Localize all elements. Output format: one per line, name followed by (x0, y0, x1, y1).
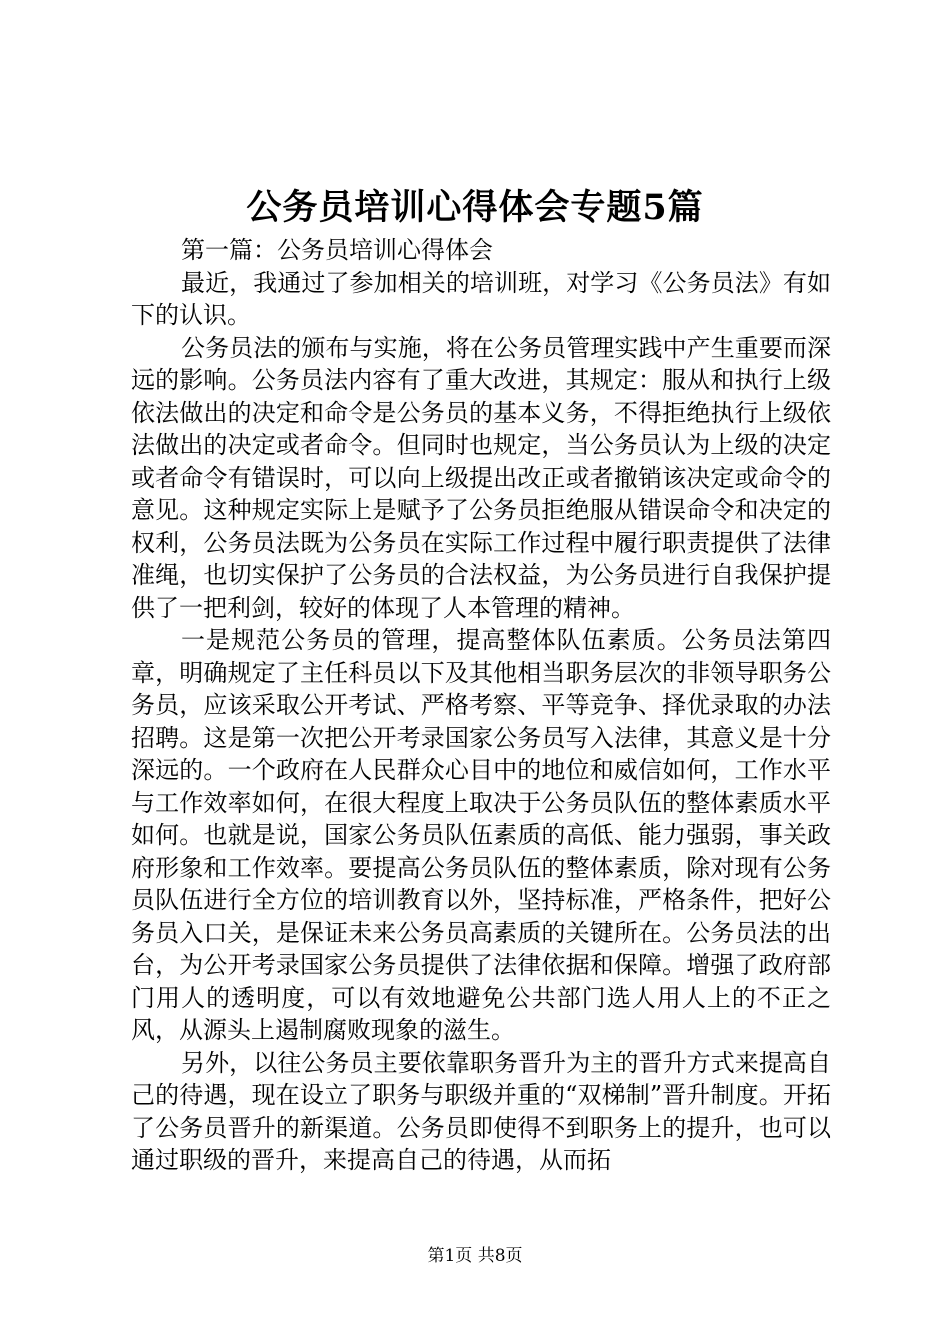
section-heading: 第一篇：公务员培训心得体会 (181, 236, 493, 264)
paragraph: 一是规范公务员的管理，提高整体队伍素质。公务员法第四章，明确规定了主任科员以下及其他相当职务层次的非领导职务公务员，应该采取公开考试、严格考察、平等竞争、择优录取的办法招聘。这是第一次把公开考录国家公务员写入法律，其意义是十分深远的。一个政府在人民群众心目中的地位和威信如何，工作水平与工作效率如何，在很大程度上取决于公务员队伍的整体素质水平如何。也就是说，国家公务员队伍素质的高低、能力强弱，事关政府形象和工作效率。要提高公务员队伍的整体素质，除对现有公务员队伍进行全方位的培训教育以外，坚持标准，严格条件，把好公务员入口关，是保证未来公务员高素质的关键所在。公务员法的出台，为公开考录国家公务员提供了法律依据和保障。增强了政府部门用人的透明度，可以有效地避免公共部门选人用人上的不正之风，从源头上遏制腐败现象的滋生。 (131, 626, 831, 1044)
page-number-footer: 第1页 共8页 (427, 1246, 523, 1266)
document-body (131, 234, 831, 1177)
paragraph: 公务员法的颁布与实施，将在公务员管理实践中产生重要而深远的影响。公务员法内容有了重大改进，其规定：服从和执行上级依法做出的决定和命令是公务员的基本义务，不得拒绝执行上级依法做出的决定或者命令。但同时也规定，当公务员认为上级的决定或者命令有错误时，可以向上级提出改正或者撤销该决定或命令的意见。这种规定实际上是赋予了公务员拒绝服从错误命令和决定的权利，公务员法既为公务员在实际工作过程中履行职责提供了法律准绳，也切实保护了公务员的合法权益，为公务员进行自我保护提供了一把利剑，较好的体现了人本管理的精神。 (131, 333, 831, 622)
document-title: 公务员培训心得体会专题5篇 (246, 187, 704, 228)
paragraph: 另外，以往公务员主要依靠职务晋升为主的晋升方式来提高自己的待遇，现在设立了职务与职级并重的“双梯制”晋升制度。开拓了公务员晋升的新渠道。公务员即使得不到职务上的提升，也可以通过职级的晋升，来提高自己的待遇，从而拓 (131, 1048, 831, 1174)
paragraph: 最近，我通过了参加相关的培训班，对学习《公务员法》有如下的认识。 (131, 268, 831, 329)
